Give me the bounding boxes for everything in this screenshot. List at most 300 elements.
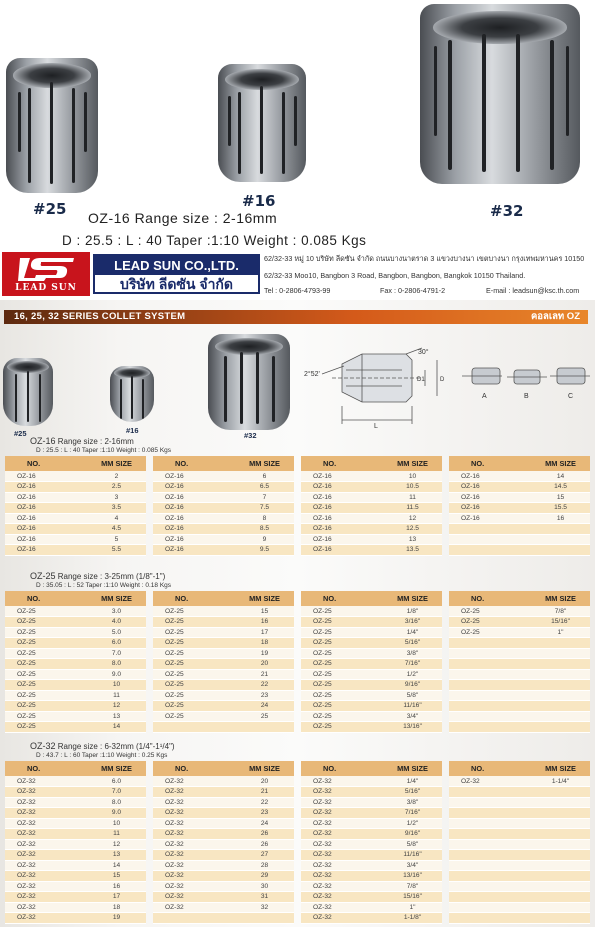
cell-mm-size: 3/16" — [383, 617, 442, 628]
table-row — [153, 881, 294, 892]
cell-mm-size: 7.0 — [87, 787, 146, 798]
table-row — [5, 776, 146, 787]
cell-model-no — [449, 850, 531, 861]
col-header-mm-size: MM SIZE — [87, 456, 146, 471]
cell-model-no: OZ-16 — [449, 492, 531, 503]
cell-model-no: OZ-32 — [5, 871, 87, 882]
cell-model-no: OZ-32 — [153, 787, 235, 798]
cell-model-no: OZ-25 — [153, 669, 235, 680]
cell-mm-size: 9.0 — [87, 669, 146, 680]
table-row — [449, 860, 590, 871]
table-row — [301, 524, 442, 535]
table-row — [153, 492, 294, 503]
cell-model-no: OZ-32 — [5, 892, 87, 903]
cell-model-no — [449, 871, 531, 882]
cell-mm-size — [531, 902, 590, 913]
cell-model-no: OZ-16 — [153, 503, 235, 514]
table-row — [153, 892, 294, 903]
cell-mm-size: 23 — [235, 690, 294, 701]
cell-mm-size: 5.5 — [87, 545, 146, 556]
cell-model-no: OZ-16 — [5, 534, 87, 545]
table-row — [449, 711, 590, 722]
cell-mm-size: 5.0 — [87, 627, 146, 638]
cell-mm-size — [235, 722, 294, 733]
table-row — [5, 513, 146, 524]
cell-model-no: OZ-25 — [5, 722, 87, 733]
table-row — [5, 606, 146, 617]
cell-model-no: OZ-32 — [5, 776, 87, 787]
table-row — [301, 659, 442, 670]
cell-model-no: OZ-32 — [301, 871, 383, 882]
catalog-page — [0, 300, 595, 927]
cell-model-no — [449, 534, 531, 545]
table-row — [153, 606, 294, 617]
table-row — [301, 881, 442, 892]
cell-mm-size: 18 — [87, 902, 146, 913]
cell-mm-size: 26 — [235, 829, 294, 840]
cell-model-no: OZ-25 — [5, 680, 87, 691]
table-row — [153, 808, 294, 819]
table-row — [153, 503, 294, 514]
cell-model-no: OZ-25 — [301, 680, 383, 691]
cell-model-no: OZ-25 — [5, 627, 87, 638]
cell-mm-size: 5/16" — [383, 787, 442, 798]
cell-model-no: OZ-16 — [153, 482, 235, 493]
cell-mm-size — [531, 701, 590, 712]
cell-model-no — [449, 524, 531, 535]
cell-mm-size: 11 — [87, 829, 146, 840]
table-row — [5, 471, 146, 482]
company-name-box — [93, 254, 260, 294]
cell-mm-size: 15/16" — [383, 892, 442, 903]
cell-model-no — [449, 829, 531, 840]
table-row — [449, 524, 590, 535]
cell-mm-size: 11/16" — [383, 701, 442, 712]
table-row — [153, 860, 294, 871]
cell-model-no: OZ-16 — [449, 513, 531, 524]
table-row — [153, 818, 294, 829]
oz16-dims: D : 25.5 : L : 40 Taper :1:10 Weight : 0.085 Kgs — [36, 447, 172, 454]
table-row — [449, 808, 590, 819]
cell-mm-size — [531, 722, 590, 733]
cell-model-no: OZ-16 — [5, 492, 87, 503]
email: E-mail : leadsun@ksc.th.com — [486, 286, 580, 295]
cell-model-no: OZ-16 — [153, 492, 235, 503]
table-row — [301, 638, 442, 649]
cell-model-no: OZ-25 — [301, 690, 383, 701]
cell-mm-size: 1" — [531, 627, 590, 638]
cell-mm-size: 9.0 — [87, 808, 146, 819]
table-row — [5, 482, 146, 493]
cell-mm-size: 8.0 — [87, 797, 146, 808]
cell-mm-size: 11 — [383, 492, 442, 503]
table-row — [5, 850, 146, 861]
cell-mm-size: 2.5 — [87, 482, 146, 493]
cell-mm-size: 16 — [87, 881, 146, 892]
cell-model-no: OZ-25 — [153, 617, 235, 628]
table-row — [301, 892, 442, 903]
cell-model-no — [449, 669, 531, 680]
small-collet-16-image — [110, 366, 154, 422]
cell-mm-size: 11/16" — [383, 850, 442, 861]
col-header-no: NO. — [301, 761, 383, 776]
cell-model-no: OZ-25 — [153, 627, 235, 638]
cell-mm-size: 9.5 — [235, 545, 294, 556]
cell-model-no — [449, 701, 531, 712]
cell-mm-size: 13 — [383, 534, 442, 545]
small-collet-32-label: #32 — [244, 431, 257, 440]
table-row — [301, 648, 442, 659]
cell-model-no: OZ-16 — [301, 482, 383, 493]
collet-25-label: #25 — [33, 200, 67, 218]
cell-model-no: OZ-32 — [5, 913, 87, 924]
cell-model-no: OZ-25 — [153, 606, 235, 617]
size-table — [153, 761, 294, 924]
col-header-mm-size: MM SIZE — [383, 591, 442, 606]
size-table — [449, 456, 590, 556]
cell-model-no: OZ-25 — [5, 606, 87, 617]
col-header-mm-size: MM SIZE — [531, 761, 590, 776]
cell-model-no: OZ-16 — [5, 482, 87, 493]
table-row — [301, 913, 442, 924]
cell-model-no: OZ-25 — [5, 648, 87, 659]
cell-mm-size — [531, 892, 590, 903]
cell-mm-size: 7.0 — [87, 648, 146, 659]
cell-mm-size: 12.5 — [383, 524, 442, 535]
cell-mm-size — [531, 913, 590, 924]
table-row — [5, 524, 146, 535]
col-header-no: NO. — [153, 456, 235, 471]
table-row — [449, 606, 590, 617]
cell-mm-size: 1/8" — [383, 606, 442, 617]
telephone: Tel : 0-2806-4793-99 — [264, 286, 331, 295]
collet-16-image — [218, 64, 306, 182]
cell-model-no: OZ-25 — [5, 690, 87, 701]
cell-model-no: OZ-16 — [301, 524, 383, 535]
table-row — [301, 534, 442, 545]
cell-mm-size — [531, 659, 590, 670]
cell-mm-size: 9/16" — [383, 829, 442, 840]
table-row — [5, 669, 146, 680]
table-row — [5, 787, 146, 798]
cell-mm-size: 10 — [87, 680, 146, 691]
cell-mm-size: 3/8" — [383, 797, 442, 808]
table-row — [5, 871, 146, 882]
cell-model-no: OZ-16 — [5, 545, 87, 556]
col-header-mm-size: MM SIZE — [235, 591, 294, 606]
cell-model-no: OZ-16 — [153, 545, 235, 556]
col-header-no: NO. — [5, 761, 87, 776]
cell-model-no — [449, 638, 531, 649]
cell-mm-size: 2 — [87, 471, 146, 482]
table-row — [449, 471, 590, 482]
table-row — [153, 669, 294, 680]
table-row — [5, 829, 146, 840]
company-banner — [0, 252, 595, 296]
cell-mm-size: 3 — [87, 492, 146, 503]
diagram-angle-30: 30° — [418, 349, 429, 356]
collet-technical-diagram — [302, 346, 592, 432]
table-row — [5, 860, 146, 871]
col-header-no: NO. — [5, 456, 87, 471]
cell-mm-size: 22 — [235, 680, 294, 691]
table-row — [449, 913, 590, 924]
table-row — [301, 776, 442, 787]
cell-model-no — [449, 722, 531, 733]
table-row — [301, 797, 442, 808]
cell-model-no — [449, 690, 531, 701]
table-row — [153, 690, 294, 701]
table-row — [153, 524, 294, 535]
cell-model-no: OZ-16 — [449, 503, 531, 514]
cell-model-no: OZ-32 — [301, 776, 383, 787]
table-row — [153, 648, 294, 659]
cell-mm-size: 14 — [87, 722, 146, 733]
cell-model-no: OZ-25 — [5, 638, 87, 649]
cell-mm-size: 15.5 — [531, 503, 590, 514]
table-row — [5, 808, 146, 819]
cell-model-no: OZ-32 — [153, 860, 235, 871]
cell-mm-size: 29 — [235, 871, 294, 882]
table-row — [449, 850, 590, 861]
cell-mm-size: 25 — [235, 711, 294, 722]
cell-model-no: OZ-32 — [153, 797, 235, 808]
table-row — [449, 492, 590, 503]
cell-model-no — [449, 902, 531, 913]
cell-mm-size: 14.5 — [531, 482, 590, 493]
table-row — [449, 902, 590, 913]
cell-mm-size: 15 — [235, 606, 294, 617]
collet-32-label: #32 — [490, 202, 524, 220]
table-row — [5, 690, 146, 701]
table-row — [449, 659, 590, 670]
cell-mm-size: 4 — [87, 513, 146, 524]
table-row — [301, 860, 442, 871]
small-collet-25-label: #25 — [14, 429, 27, 438]
cell-mm-size: 6 — [235, 471, 294, 482]
cell-model-no: OZ-25 — [449, 627, 531, 638]
cell-mm-size — [235, 913, 294, 924]
table-row — [5, 839, 146, 850]
cell-model-no: OZ-25 — [449, 617, 531, 628]
company-name-th: บริษัท ลีดซัน จำกัด — [119, 276, 234, 292]
cell-mm-size: 12 — [87, 701, 146, 712]
cell-mm-size: 24 — [235, 818, 294, 829]
cell-mm-size: 13/16" — [383, 871, 442, 882]
table-row — [153, 659, 294, 670]
company-name-en: LEAD SUN CO.,LTD. — [95, 256, 258, 275]
table-row — [449, 482, 590, 493]
table-row — [5, 638, 146, 649]
table-row — [5, 503, 146, 514]
logo-text: LEAD SUN — [15, 283, 77, 293]
size-table — [5, 456, 146, 556]
table-row — [301, 545, 442, 556]
table-row — [449, 669, 590, 680]
cell-mm-size: 7/8" — [383, 881, 442, 892]
cell-model-no: OZ-32 — [153, 892, 235, 903]
table-row — [301, 471, 442, 482]
cell-mm-size: 20 — [235, 659, 294, 670]
table-row — [301, 669, 442, 680]
cell-model-no: OZ-32 — [5, 808, 87, 819]
cell-mm-size: 5/8" — [383, 690, 442, 701]
cell-mm-size: 7 — [235, 492, 294, 503]
cell-mm-size: 21 — [235, 669, 294, 680]
cell-model-no — [449, 818, 531, 829]
cell-mm-size: 3.0 — [87, 606, 146, 617]
cell-mm-size — [531, 680, 590, 691]
col-header-mm-size: MM SIZE — [531, 456, 590, 471]
table-row — [301, 503, 442, 514]
diagram-label-c: C — [568, 393, 574, 400]
cell-mm-size — [531, 829, 590, 840]
cell-mm-size: 3/4" — [383, 860, 442, 871]
table-row — [153, 638, 294, 649]
cell-model-no: OZ-32 — [301, 902, 383, 913]
cell-model-no: OZ-25 — [301, 722, 383, 733]
spec-range-text: OZ-16 Range size : 2-16mm — [88, 210, 278, 226]
cell-mm-size — [531, 524, 590, 535]
col-header-no: NO. — [153, 761, 235, 776]
cell-mm-size: 7/16" — [383, 808, 442, 819]
cell-model-no: OZ-25 — [153, 711, 235, 722]
table-row — [153, 513, 294, 524]
size-table — [153, 456, 294, 556]
cell-model-no — [449, 892, 531, 903]
table-row — [153, 913, 294, 924]
cell-mm-size: 19 — [87, 913, 146, 924]
cell-mm-size: 23 — [235, 808, 294, 819]
cell-model-no: OZ-32 — [153, 776, 235, 787]
cell-model-no: OZ-25 — [301, 638, 383, 649]
table-row — [5, 492, 146, 503]
cell-mm-size: 15 — [531, 492, 590, 503]
cell-model-no: OZ-16 — [5, 513, 87, 524]
cell-model-no: OZ-16 — [5, 524, 87, 535]
cell-model-no: OZ-25 — [153, 638, 235, 649]
cell-model-no — [449, 680, 531, 691]
cell-model-no: OZ-32 — [5, 860, 87, 871]
diagram-d: D — [440, 377, 445, 383]
cell-model-no: OZ-16 — [301, 492, 383, 503]
cell-mm-size — [531, 638, 590, 649]
cell-model-no: OZ-16 — [5, 503, 87, 514]
cell-model-no: OZ-32 — [301, 808, 383, 819]
cell-mm-size: 1/2" — [383, 669, 442, 680]
cell-model-no: OZ-16 — [301, 534, 383, 545]
cell-model-no: OZ-16 — [301, 513, 383, 524]
small-collet-16-label: #16 — [126, 426, 139, 435]
table-row — [449, 648, 590, 659]
cell-model-no: OZ-25 — [5, 711, 87, 722]
size-table — [153, 591, 294, 733]
table-row — [301, 722, 442, 733]
table-row — [301, 627, 442, 638]
catalog-title: 16, 25, 32 SERIES COLLET SYSTEM — [14, 311, 186, 322]
table-row — [301, 871, 442, 882]
table-row — [449, 871, 590, 882]
cell-mm-size: 8.5 — [235, 524, 294, 535]
cell-mm-size: 13 — [87, 711, 146, 722]
cell-model-no: OZ-25 — [153, 648, 235, 659]
table-row — [301, 701, 442, 712]
table-row — [301, 513, 442, 524]
cell-model-no: OZ-16 — [301, 545, 383, 556]
cell-mm-size: 15 — [87, 871, 146, 882]
table-row — [153, 797, 294, 808]
table-row — [5, 902, 146, 913]
cell-mm-size: 7/16" — [383, 659, 442, 670]
table-row — [153, 482, 294, 493]
table-row — [5, 892, 146, 903]
table-row — [153, 829, 294, 840]
cell-model-no: OZ-16 — [449, 482, 531, 493]
cell-model-no: OZ-16 — [449, 471, 531, 482]
cell-mm-size: 1-1/8" — [383, 913, 442, 924]
small-collet-32-image — [208, 334, 290, 430]
table-row — [449, 680, 590, 691]
cell-model-no: OZ-25 — [153, 680, 235, 691]
company-logo — [2, 252, 90, 296]
cell-model-no: OZ-32 — [5, 839, 87, 850]
table-row — [5, 881, 146, 892]
col-header-mm-size: MM SIZE — [383, 761, 442, 776]
cell-model-no: OZ-32 — [5, 902, 87, 913]
cell-mm-size — [531, 669, 590, 680]
table-row — [449, 818, 590, 829]
cell-mm-size: 4.0 — [87, 617, 146, 628]
cell-model-no: OZ-32 — [301, 850, 383, 861]
cell-model-no: OZ-32 — [5, 850, 87, 861]
cell-mm-size: 8.0 — [87, 659, 146, 670]
cell-mm-size: 30 — [235, 881, 294, 892]
cell-model-no: OZ-25 — [301, 669, 383, 680]
cell-mm-size: 6.5 — [235, 482, 294, 493]
cell-mm-size: 22 — [235, 797, 294, 808]
col-header-mm-size: MM SIZE — [235, 456, 294, 471]
cell-model-no: OZ-32 — [5, 818, 87, 829]
table-row — [153, 711, 294, 722]
cell-mm-size: 4.5 — [87, 524, 146, 535]
table-row — [153, 787, 294, 798]
col-header-mm-size: MM SIZE — [383, 456, 442, 471]
table-row — [449, 701, 590, 712]
cell-model-no: OZ-32 — [301, 797, 383, 808]
col-header-no: NO. — [301, 591, 383, 606]
size-table — [449, 761, 590, 924]
cell-model-no — [153, 913, 235, 924]
table-row — [301, 829, 442, 840]
diagram-d1: D1 — [417, 377, 425, 383]
cell-mm-size — [531, 534, 590, 545]
cell-mm-size: 14 — [531, 471, 590, 482]
oz32-dims: D : 43.7 : L : 60 Taper :1:10 Weight : 0.25 Kgs — [36, 752, 168, 759]
oz25-dims: D : 35.05 : L : 52 Taper :1:10 Weight : 0.18 Kgs — [36, 582, 172, 589]
cell-model-no: OZ-32 — [153, 829, 235, 840]
cell-model-no: OZ-25 — [153, 659, 235, 670]
cell-mm-size: 5/16" — [383, 638, 442, 649]
table-row — [449, 829, 590, 840]
cell-model-no: OZ-25 — [153, 690, 235, 701]
cell-mm-size: 13.5 — [383, 545, 442, 556]
cell-model-no: OZ-32 — [301, 787, 383, 798]
col-header-mm-size: MM SIZE — [235, 761, 294, 776]
table-row — [5, 913, 146, 924]
col-header-no: NO. — [449, 591, 531, 606]
cell-mm-size: 3/4" — [383, 711, 442, 722]
col-header-no: NO. — [449, 761, 531, 776]
